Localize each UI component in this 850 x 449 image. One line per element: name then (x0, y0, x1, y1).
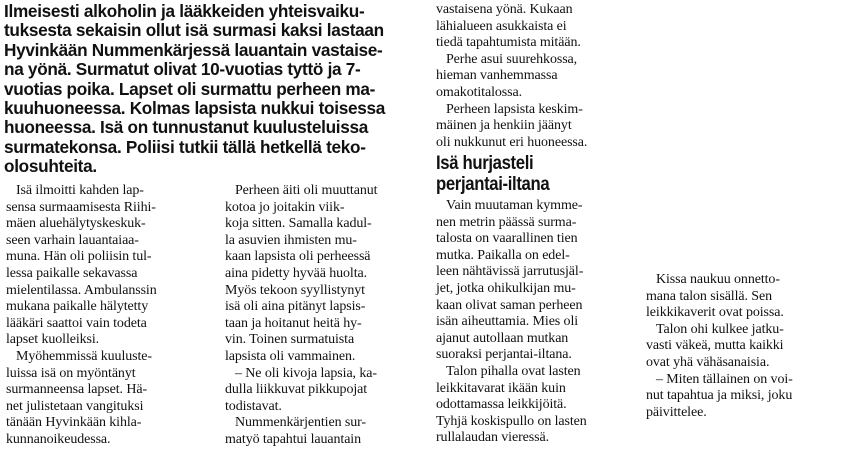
text-line: leikkitavarat ikään kuin (436, 380, 566, 396)
text-line: mäen aluehälytyskeskuk- (6, 216, 146, 232)
lead-line: tuksesta sekaisin ollut isä surmasi kaksi lastaan (4, 20, 384, 41)
text-line: mutka. Paikalla on edel- (436, 247, 570, 263)
paragraph (436, 364, 636, 447)
text-line: koja sitten. Samalla kadul- (225, 216, 372, 232)
text-line: lähialueen asukkaista ei (436, 18, 567, 34)
text-line: todistavat. (225, 398, 282, 414)
text-line: Talon pihalla ovat lasten (446, 363, 581, 379)
text-line: tiedä tapahtumista mitään. (436, 35, 581, 51)
text-line: la asuvien ihmisten mu- (225, 232, 357, 248)
paragraph (646, 322, 846, 372)
lead-line: na yönä. Surmatut olivat 10-vuotias tyttö ja 7- (4, 59, 361, 80)
text-line: nen metrin päässä surma- (436, 214, 577, 230)
text-line: leen nähtävissä jarrutusjäl- (436, 264, 584, 280)
text-line: oli nukkunut eri huoneessa. (436, 134, 588, 150)
text-line: vasti väkeä, mutta kaikki (646, 338, 784, 354)
text-line: Myöhemmissä kuuluste- (16, 348, 152, 364)
text-line: nut tapahtua ja miksi, joku (646, 388, 793, 404)
text-line: Talon ohi kulkee jatku- (656, 321, 784, 337)
lead-line: Hyvinkään Nummenkärjessä lauantain vastaise- (4, 39, 383, 60)
text-line: mäinen ja henkiin jäänyt (436, 118, 572, 134)
text-line: omakotitalossa. (436, 84, 522, 100)
paragraph (646, 272, 846, 322)
lead-line: huoneessa. Isä on tunnustanut kuulusteluissa (4, 117, 369, 138)
text-line: lessa paikalle sekavassa (6, 265, 138, 281)
subheading-line: Isä hurjasteli (436, 153, 534, 174)
article-column-4 (646, 272, 846, 421)
subheading-line: perjantai-iltana (436, 174, 550, 195)
paragraph (225, 183, 425, 366)
subheading (436, 153, 612, 195)
text-line: lääkäri saattoi vain todeta (6, 315, 147, 331)
text-line: luissa isä on myöntänyt (6, 365, 136, 381)
paragraph (646, 372, 846, 422)
text-line: muna. Hän oli poliisin tul- (6, 249, 152, 265)
text-line: – Miten tällainen on voi- (656, 371, 793, 387)
text-line: kaan lapsista oli perheessä (225, 249, 371, 265)
text-line: ovat yhä vähäsanaisia. (646, 354, 770, 370)
text-line: isän aiheuttamia. Mies oli (436, 314, 579, 330)
text-line: surmanneensa lapset. Hä- (6, 382, 148, 398)
lead-line: Ilmeisesti alkoholin ja lääkkeiden yhteisvaiku- (4, 1, 365, 21)
paragraph (436, 102, 636, 152)
text-line: mana talon sisällä. Sen (646, 288, 773, 304)
paragraph (436, 52, 636, 102)
text-line: aina pidetty hyvää huolta. (225, 265, 368, 281)
paragraph (436, 198, 636, 364)
text-line: sensa surmaamisesta Riihi- (6, 199, 156, 215)
paragraph (225, 366, 425, 416)
paragraph (6, 349, 214, 449)
article-column-2 (225, 183, 425, 449)
text-line: Kissa naukuu onnetto- (656, 272, 780, 287)
text-line: talosta on vaarallinen tien (436, 231, 578, 247)
article-column-3 (436, 2, 636, 151)
text-line: taan ja hoitanut heitä hy- (225, 315, 362, 331)
text-line: dulla liikkuvat pikkupojat (225, 382, 368, 398)
lead-line: olosuhteita. (4, 156, 97, 177)
text-line: rullalaudan vieressä. (436, 430, 549, 446)
text-line: matyö tapahtui lauantain (225, 431, 362, 447)
text-line: vin. Toinen surmatuista (225, 332, 355, 348)
text-line: leikkikaverit ovat poissa. (646, 305, 784, 321)
article-column-1 (6, 183, 214, 449)
article-column-3-continued (436, 198, 636, 447)
text-line: Perhe asui suurehkossa, (446, 51, 578, 67)
lead-line: surmatekonsa. Poliisi tutkii tällä hetkellä teko- (4, 136, 366, 157)
text-line: net julistetaan vangituksi (6, 398, 144, 414)
text-line: päivittelee. (646, 404, 707, 420)
text-line: lapsista oli vammainen. (225, 348, 356, 364)
text-line: Perheen lapsista keskim- (446, 101, 583, 117)
text-line: Perheen äiti oli muuttanut (235, 183, 378, 198)
text-line: hieman vanhemmassa (436, 68, 558, 84)
text-line: tänään Hyvinkään kihla- (6, 415, 142, 431)
text-line: odottamassa leikkijöitä. (436, 397, 567, 413)
text-line: Nummenkärjentien sur- (235, 415, 366, 431)
text-line: kunnanoikeudessa. (6, 431, 111, 447)
text-line: lapset kuolleiksi. (6, 332, 100, 348)
lead-line: kuuhuoneessa. Kolmas lapsista nukkui toisessa (4, 98, 385, 119)
paragraph (436, 2, 636, 52)
text-line: Vain muutaman kymme- (446, 198, 583, 213)
paragraph (6, 183, 214, 349)
text-line: seen varhain lauantaiaa- (6, 232, 139, 248)
lead-line: vuotias poika. Lapset oli surmattu perheen ma- (4, 78, 376, 99)
text-line: mielentilassa. Ambulanssin (6, 282, 157, 298)
text-line: – Ne oli kivoja lapsia, ka- (235, 365, 377, 381)
text-line: jet, jotka ohikulkijan mu- (436, 280, 576, 296)
text-line: Isä ilmoitti kahden lap- (16, 183, 144, 198)
text-line: isä oli aina pitänyt lapsis- (225, 299, 366, 315)
text-line: mukana paikalle hälytetty (6, 299, 149, 315)
lead-paragraph (4, 2, 418, 177)
text-line: Tyhjä koskispullo on lasten (436, 413, 587, 429)
text-line: vastaisena yönä. Kukaan (436, 2, 573, 17)
text-line: Myös tekoon syyllistynyt (225, 282, 365, 298)
text-line: kaan olivat saman perheen (436, 297, 583, 313)
text-line: kotoa jo joitakin viik- (225, 199, 345, 215)
text-line: ajanut autollaan mutkan (436, 330, 569, 346)
text-line: suoraksi perjantai-iltana. (436, 347, 572, 363)
